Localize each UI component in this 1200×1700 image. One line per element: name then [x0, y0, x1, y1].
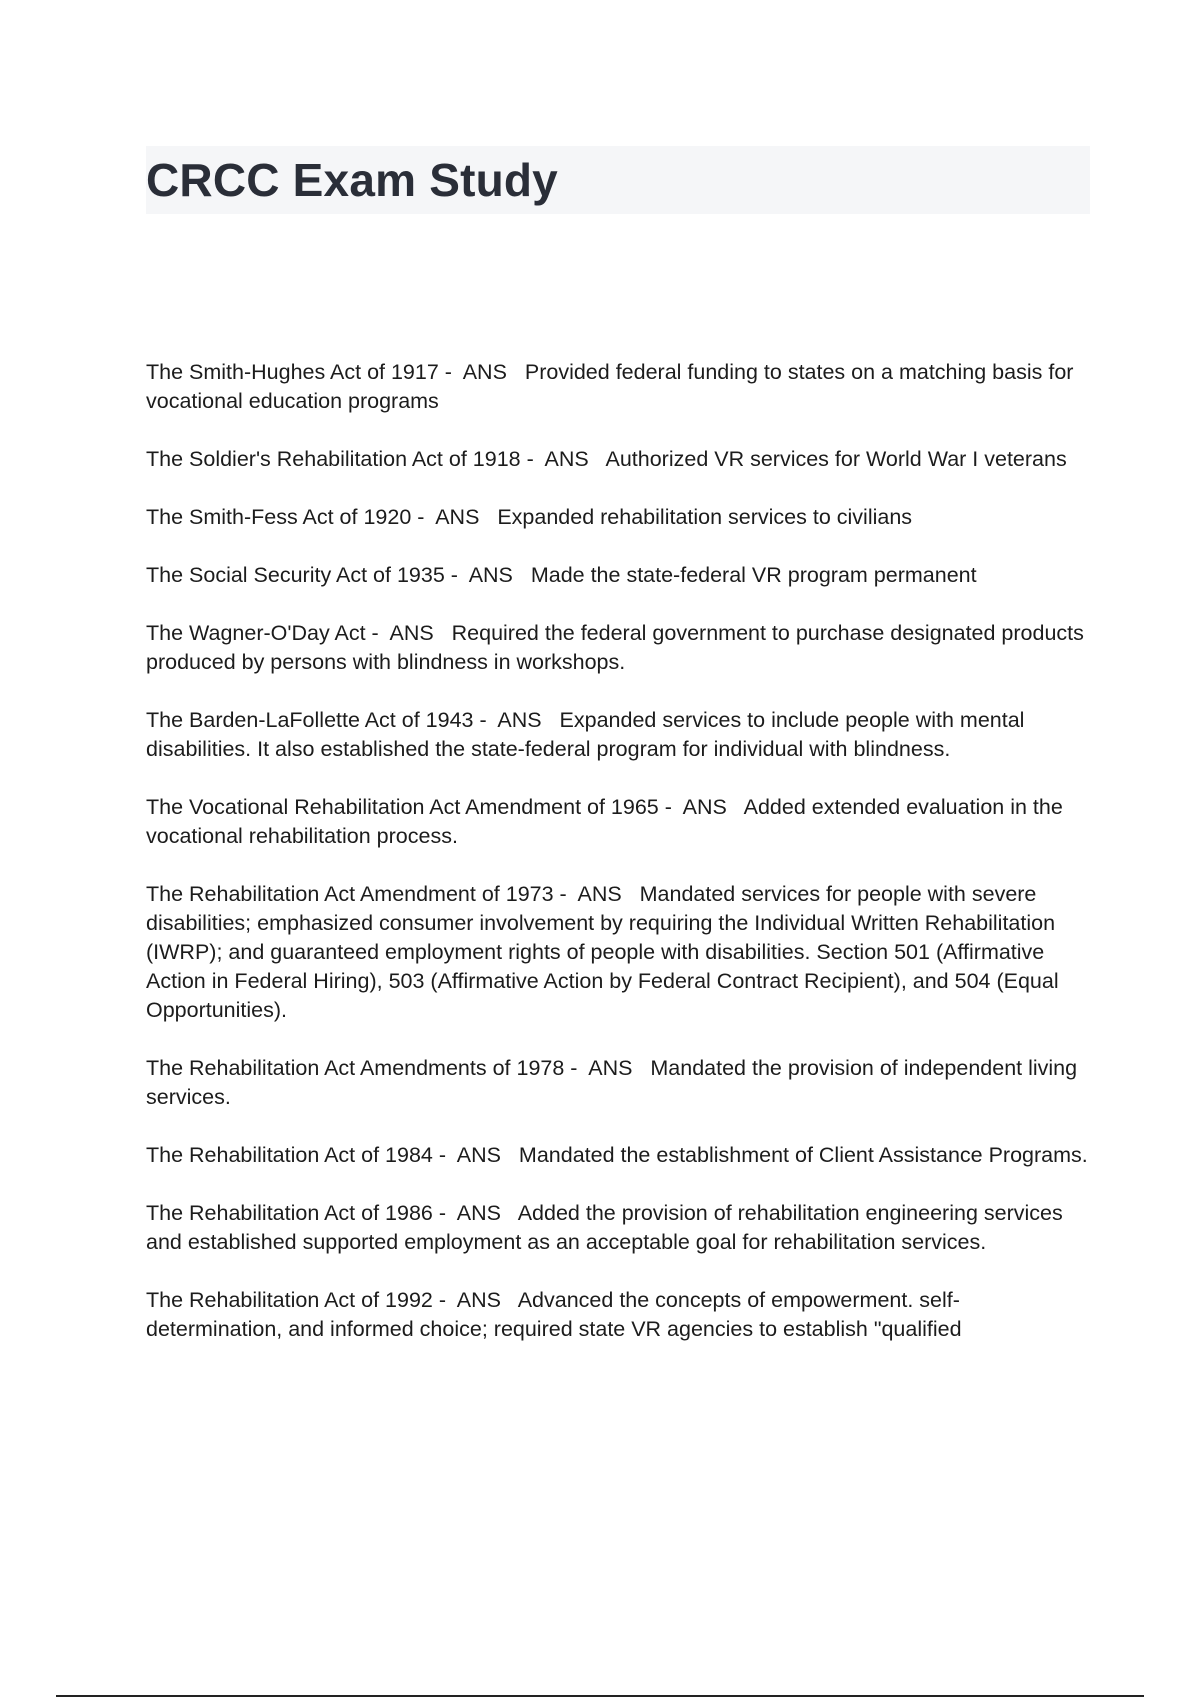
entry-answer: Added extended evaluation in the vocational rehabilitation process.	[146, 795, 1063, 848]
entry-answer: Advanced the concepts of empowerment. self-determination, and informed choice; required state VR agencies to establish "qualified	[146, 1288, 962, 1341]
entry-answer: Provided federal funding to states on a matching basis for vocational education programs	[146, 360, 1074, 413]
entry-answer: Authorized VR services for World War I veterans	[605, 447, 1067, 471]
entry-marker: ANS	[456, 1143, 501, 1167]
entry-term: The Social Security Act of 1935	[146, 563, 445, 587]
entry-marker: ANS	[456, 1288, 501, 1312]
entry-term: The Wagner-O'Day Act	[146, 621, 366, 645]
entry-term: The Rehabilitation Act of 1992	[146, 1288, 433, 1312]
entry-term: The Smith-Fess Act of 1920	[146, 505, 412, 529]
entry-term: The Smith-Hughes Act of 1917	[146, 360, 439, 384]
entry-marker: ANS	[468, 563, 513, 587]
entry-item: The Rehabilitation Act of 1992 - ANS Advanced the concepts of empowerment. self-determination, and informed choice; required state VR agencies to establish "qualified	[146, 1288, 962, 1341]
entry-term: The Rehabilitation Act Amendments of 1978	[146, 1056, 565, 1080]
footer-divider	[56, 1695, 1144, 1697]
entry-answer: Mandated the provision of independent living services.	[146, 1056, 1078, 1109]
entry-answer: Mandated the establishment of Client Assistance Programs.	[518, 1143, 1088, 1167]
entry-list	[146, 358, 1094, 1373]
entry-item: The Rehabilitation Act of 1986 - ANS Added the provision of rehabilitation engineering services and established supported employment as an acceptable goal for rehabilitation services.	[146, 1201, 1063, 1254]
entry-answer: Expanded rehabilitation services to civilians	[497, 505, 913, 529]
entry-marker: ANS	[682, 795, 727, 819]
entry-marker: ANS	[435, 505, 480, 529]
entry-item: The Barden-LaFollette Act of 1943 - ANS Expanded services to include people with mental disabilities. It also established the state-federal program for individual with blindness.	[146, 708, 1025, 761]
entry-item: The Social Security Act of 1935 - ANS Made the state-federal VR program permanent	[146, 563, 977, 587]
entry-marker: ANS	[544, 447, 589, 471]
entry-item: The Smith-Fess Act of 1920 - ANS Expanded rehabilitation services to civilians	[146, 505, 913, 529]
entry-item: The Rehabilitation Act Amendments of 1978 - ANS Mandated the provision of independent living services.	[146, 1056, 1078, 1109]
entry-term: The Rehabilitation Act of 1984	[146, 1143, 433, 1167]
entry-term: The Vocational Rehabilitation Act Amendment of 1965	[146, 795, 659, 819]
entry-marker: ANS	[456, 1201, 501, 1225]
entry-answer: Expanded services to include people with mental disabilities. It also established the state-federal program for individual with blindness.	[146, 708, 1025, 761]
entry-item: The Vocational Rehabilitation Act Amendment of 1965 - ANS Added extended evaluation in the vocational rehabilitation process.	[146, 795, 1063, 848]
entry-answer: Mandated services for people with severe disabilities; emphasized consumer involvement by requiring the Individual Written Rehabilitation (IWRP); and guaranteed employment rights of people with disabilities. Section 501 (Affirmative Action in Federal Hiring), 503 (Affirmative Action by Federal Contract Recipient), and 504 (Equal Opportunities).	[146, 882, 1059, 1022]
entry-marker: ANS	[588, 1056, 633, 1080]
entry-item: The Smith-Hughes Act of 1917 - ANS Provided federal funding to states on a matching basis for vocational education programs	[146, 360, 1074, 413]
entry-answer: Made the state-federal VR program permanent	[530, 563, 977, 587]
entry-term: The Soldier's Rehabilitation Act of 1918	[146, 447, 521, 471]
entry-term: The Rehabilitation Act of 1986	[146, 1201, 433, 1225]
entry-marker: ANS	[389, 621, 434, 645]
entry-item: The Soldier's Rehabilitation Act of 1918 - ANS Authorized VR services for World War I veterans	[146, 447, 1067, 471]
entry-marker: ANS	[462, 360, 507, 384]
entry-item: The Wagner-O'Day Act - ANS Required the federal government to purchase designated products produced by persons with blindness in workshops.	[146, 621, 1084, 674]
entry-answer: Added the provision of rehabilitation engineering services and established supported employment as an acceptable goal for rehabilitation services.	[146, 1201, 1063, 1254]
entry-term: The Barden-LaFollette Act of 1943	[146, 708, 474, 732]
entry-answer: Required the federal government to purchase designated products produced by persons with blindness in workshops.	[146, 621, 1084, 674]
entry-marker: ANS	[497, 708, 542, 732]
entry-item: The Rehabilitation Act Amendment of 1973 - ANS Mandated services for people with severe disabilities; emphasized consumer involvement by requiring the Individual Written Rehabilitation (IWRP); and guaranteed employment rights of people with disabilities. Section 501 (Affirmative Action in Federal Hiring), 503 (Affirmative Action by Federal Contract Recipient), and 504 (Equal Opportunities).	[146, 882, 1059, 1022]
title-banner	[146, 146, 1090, 214]
entry-marker: ANS	[577, 882, 622, 906]
page-title: CRCC Exam Study	[146, 154, 558, 206]
entry-term: The Rehabilitation Act Amendment of 1973	[146, 882, 554, 906]
entry-item: The Rehabilitation Act of 1984 - ANS Mandated the establishment of Client Assistance Programs.	[146, 1143, 1088, 1167]
